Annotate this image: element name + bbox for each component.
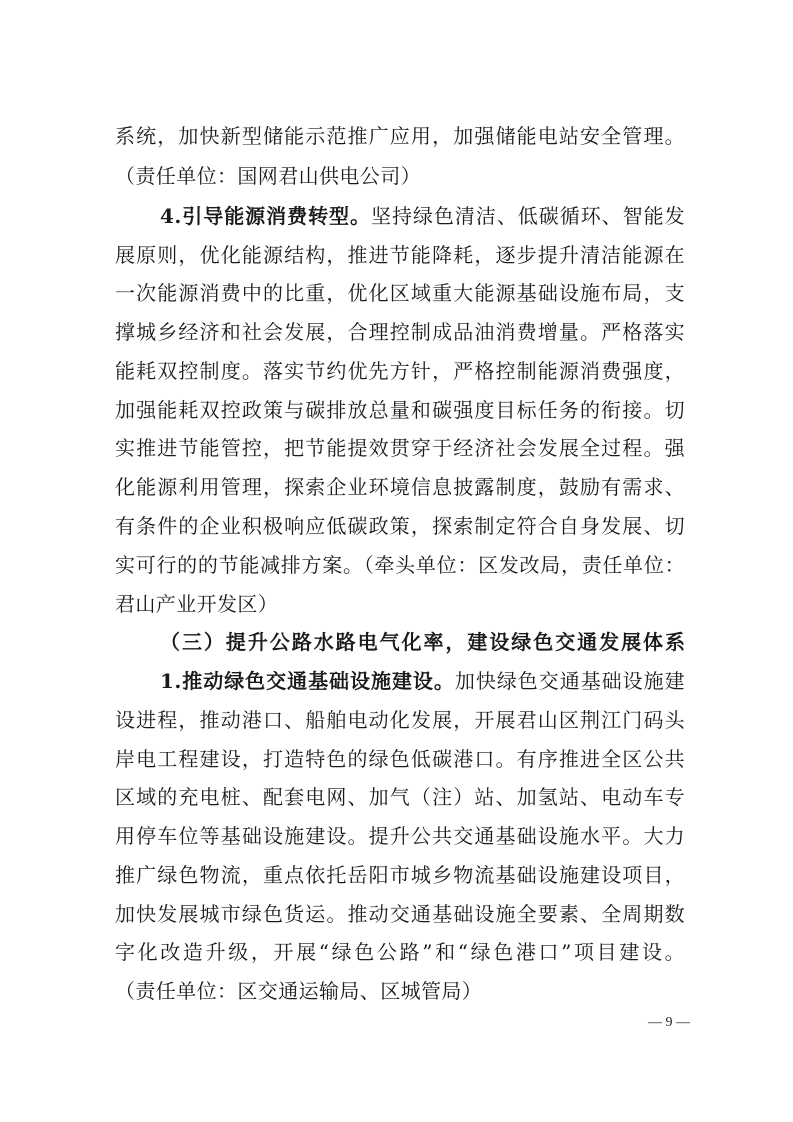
body-text-line: （责任单位：国网君山供电公司） xyxy=(115,164,421,188)
body-text-line: 展原则，优化能源结构，推进节能降耗，逐步提升清洁能源在 xyxy=(115,243,685,267)
body-text-line: 君山产业开发区） xyxy=(115,592,279,616)
body-text-line: 岸电工程建设，打造特色的绿色低碳港口。有序推进全区公共 xyxy=(115,747,685,771)
body-text-line: 一次能源消费中的比重，优化区域重大能源基础设施布局，支 xyxy=(115,281,685,305)
item-1-title: 1.推动绿色交通基础设施建设。 xyxy=(160,669,455,693)
body-text-line: 实可行的的节能减排方案。（牵头单位：区发改局，责任单位： xyxy=(115,553,685,577)
item-4-first-line xyxy=(160,204,685,228)
body-text-line: 系统，加快新型储能示范推广应用，加强储能电站安全管理。 xyxy=(115,124,685,148)
body-text-line: 推广绿色物流，重点依托岳阳市城乡物流基础设施建设项目， xyxy=(115,863,685,887)
body-text-line: 加强能耗双控政策与碳排放总量和碳强度目标任务的衔接。切 xyxy=(115,398,685,422)
body-text-line: 能耗双控制度。落实节约优先方针，严格控制能源消费强度， xyxy=(115,359,685,383)
item-1-first-line xyxy=(160,669,685,693)
body-text-line: 设进程，推动港口、船舶电动化发展，开展君山区荆江门码头 xyxy=(115,708,685,732)
body-text-line: 撑城乡经济和社会发展，合理控制成品油消费增量。严格落实 xyxy=(115,320,685,344)
body-text-line: 字化改造升级，开展“绿色公路”和“绿色港口”项目建设。 xyxy=(115,940,685,964)
item-1-first-line-text: 加快绿色交通基础设施建 xyxy=(454,669,685,693)
item-4-title: 4.引导能源消费转型。 xyxy=(160,204,371,228)
body-text-line: 有条件的企业积极响应低碳政策，探索制定符合自身发展、切 xyxy=(115,514,685,538)
body-text-line: 化能源利用管理，探索企业环境信息披露制度，鼓励有需求、 xyxy=(115,475,685,499)
body-text-line: 实推进节能管控，把节能提效贯穿于经济社会发展全过程。强 xyxy=(115,436,685,460)
page-number: — 9 — xyxy=(648,1015,690,1030)
body-text-line: （责任单位：区交通运输局、区城管局） xyxy=(115,979,483,1003)
body-text-line: 用停车位等基础设施建设。提升公共交通基础设施水平。大力 xyxy=(115,824,685,848)
section-heading: （三）提升公路水路电气化率，建设绿色交通发展体系 xyxy=(160,630,685,654)
item-4-first-line-text: 坚持绿色清洁、低碳循环、智能发 xyxy=(371,204,686,228)
body-text-line: 区域的充电桩、配套电网、加气（注）站、加氢站、电动车专 xyxy=(115,785,685,809)
body-text-line: 加快发展城市绿色货运。推动交通基础设施全要素、全周期数 xyxy=(115,902,685,926)
